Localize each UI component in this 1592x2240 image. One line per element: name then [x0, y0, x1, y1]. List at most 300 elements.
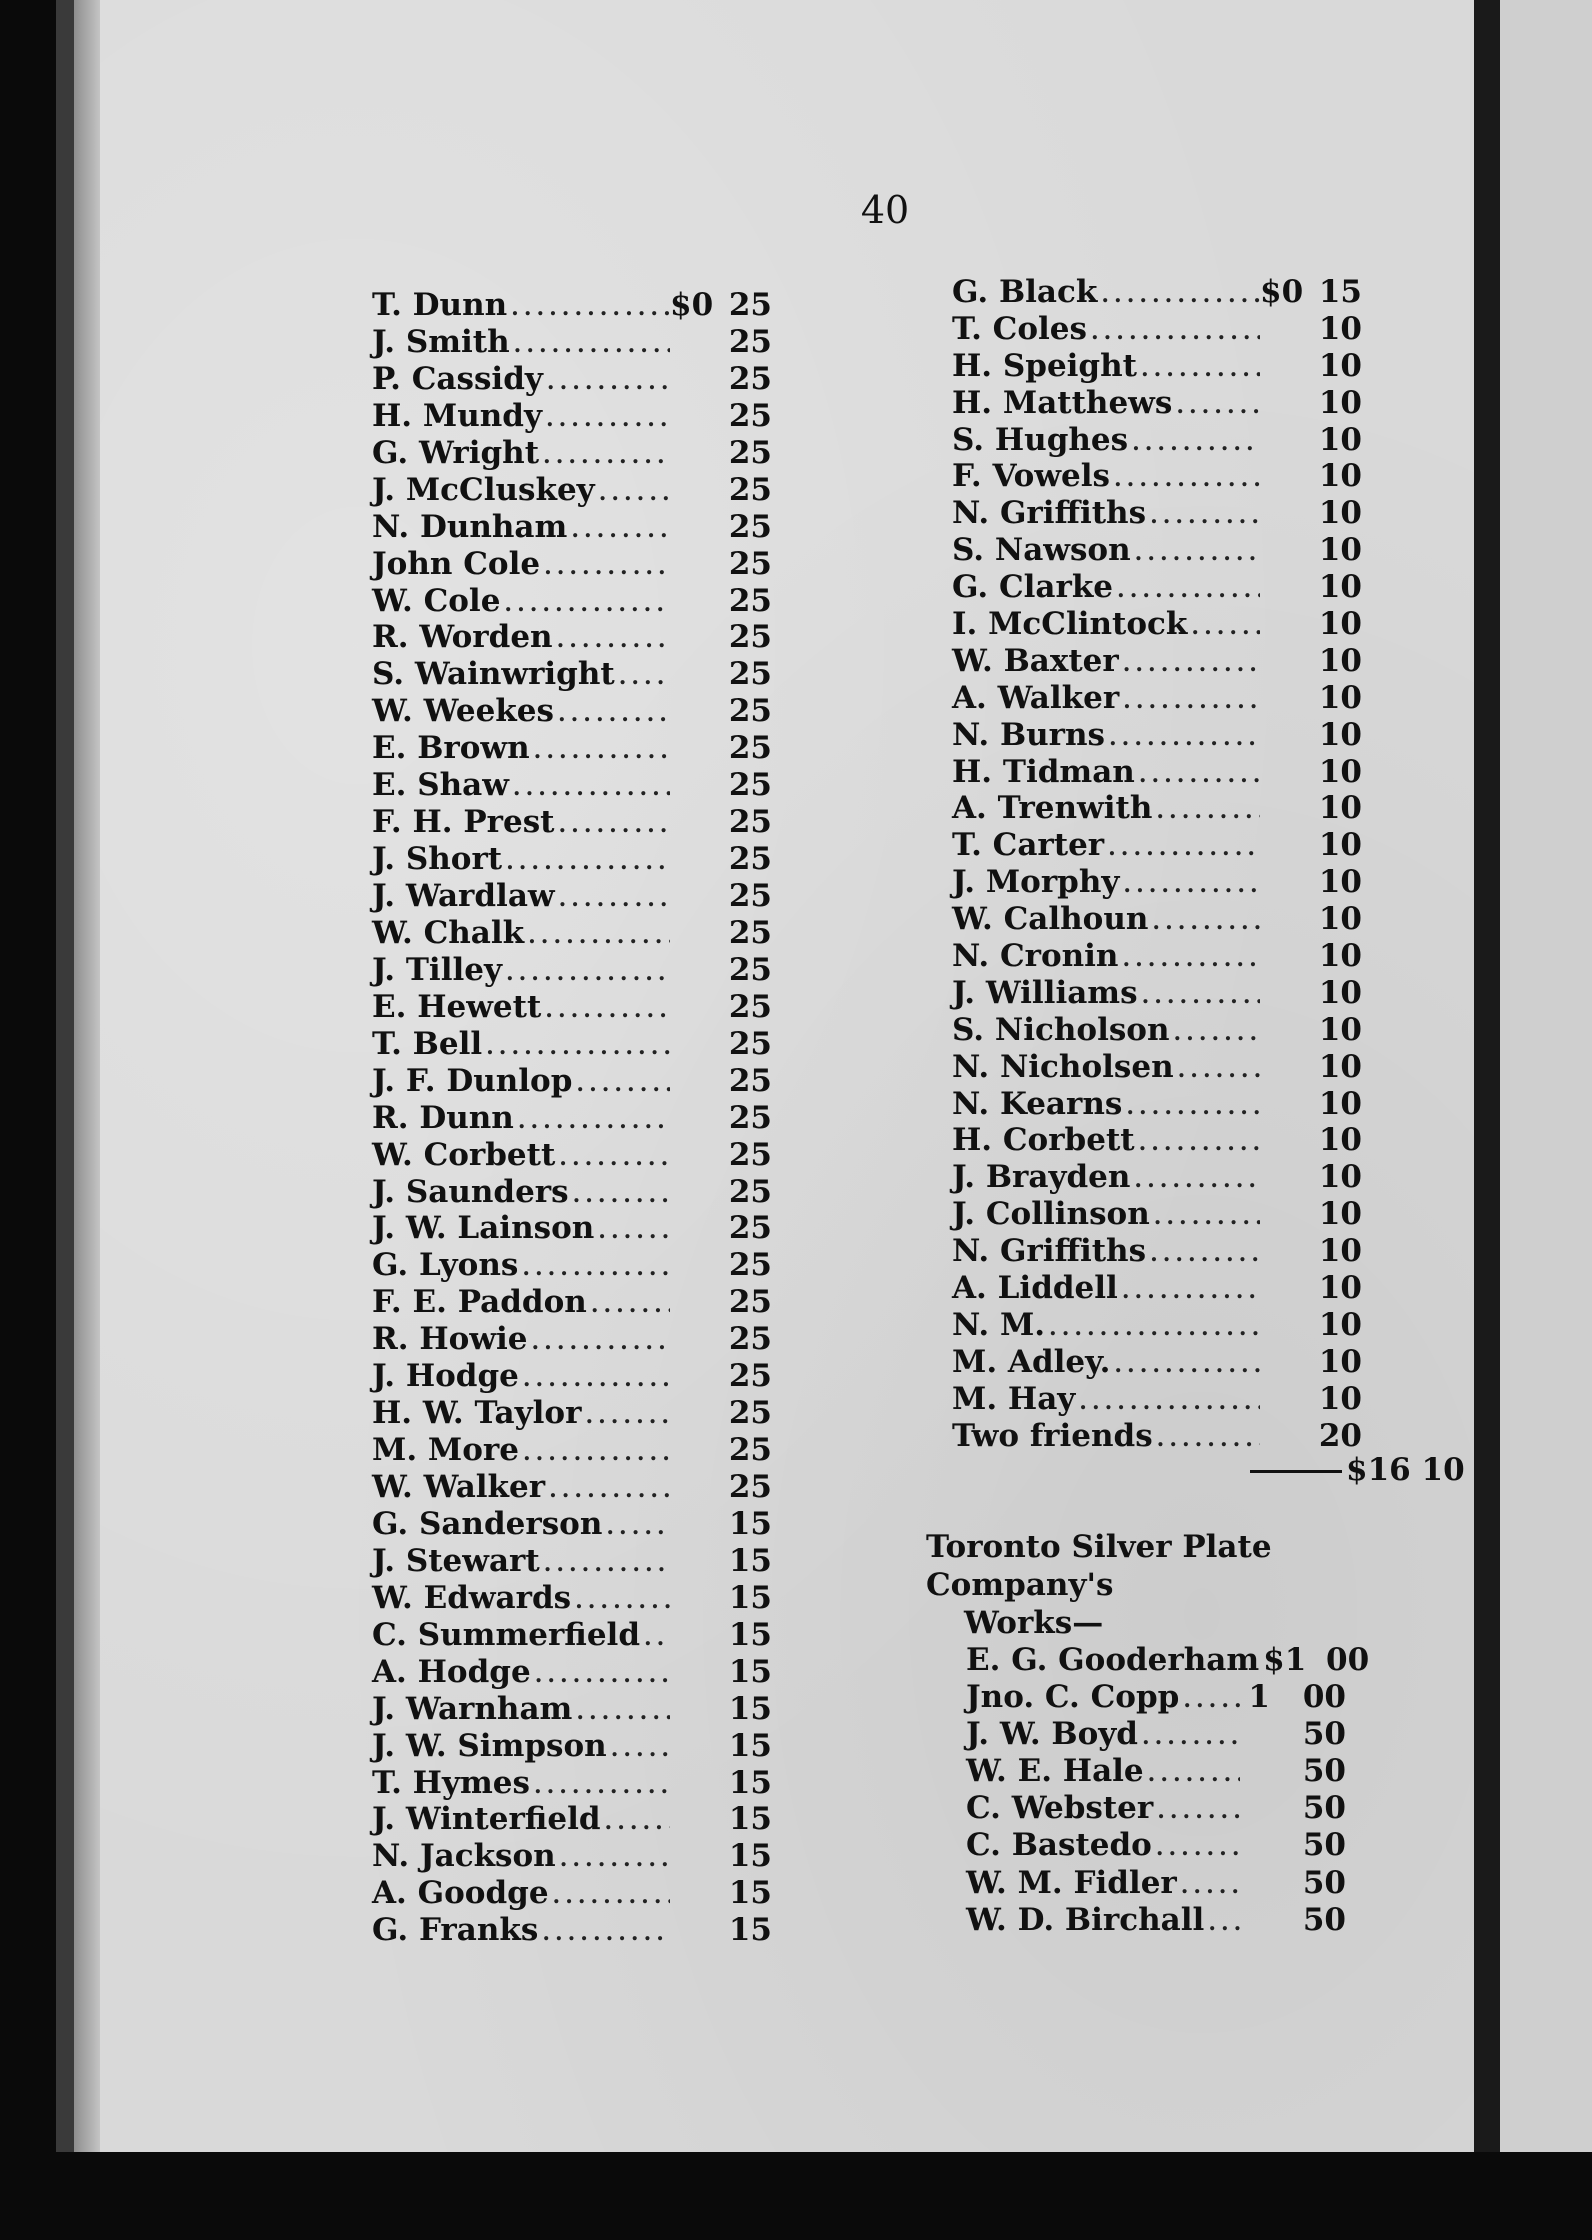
subscriber-row: [372, 1432, 772, 1469]
subscriber-name: N. Griffiths: [952, 1233, 1147, 1270]
subscriber-name: W. Weekes: [372, 693, 554, 730]
leader-dots: [538, 1915, 670, 1952]
subscriber-name: E. Brown: [372, 730, 530, 767]
leader-dots: [1135, 1125, 1260, 1162]
subscriber-row: [372, 1912, 772, 1949]
subscriber-name: J. W. Boyd: [966, 1716, 1138, 1753]
subscriber-name: H. W. Taylor: [372, 1395, 582, 1432]
subscriber-row: [952, 1159, 1362, 1196]
leader-dots: [502, 955, 670, 992]
leader-dots: [555, 881, 670, 918]
leader-dots: [1144, 1756, 1240, 1793]
leader-dots: [615, 659, 670, 696]
cents-amount: 10: [1318, 1085, 1362, 1122]
subscriber-name: G. Black: [952, 274, 1098, 310]
subscriber-name: J. Tilley: [372, 951, 502, 988]
leader-dots: [1119, 683, 1260, 720]
subscriber-row: [372, 619, 772, 656]
cents-amount: 00: [1326, 1642, 1370, 1678]
cents-amount: 10: [1318, 606, 1362, 643]
subscriber-name: J. Hodge: [372, 1358, 519, 1395]
subscriber-name: T. Dunn: [372, 287, 508, 323]
subscriber-row: [952, 975, 1362, 1012]
subscriber-name: J. W. Simpson: [372, 1727, 607, 1764]
subscriber-row: [966, 1716, 1346, 1753]
subscriber-name: H. Matthews: [952, 384, 1173, 421]
cents-amount: 25: [728, 619, 772, 656]
cents-amount: 25: [728, 397, 772, 434]
subscriber-name: G. Lyons: [372, 1247, 519, 1284]
subscriber-row: [372, 1284, 772, 1321]
leader-dots: [539, 438, 670, 475]
cents-amount: 15: [728, 1801, 772, 1838]
subscriber-row: [372, 1063, 772, 1100]
subscriber-row: [372, 1765, 772, 1802]
subscriber-row: [372, 1395, 772, 1432]
cents-amount: 15: [728, 1616, 772, 1653]
subtotal: [1250, 1452, 1465, 1488]
leader-dots: [572, 1066, 670, 1103]
subscriber-name: N. Cronin: [952, 938, 1119, 975]
subscriber-name: E. G. Gooderham: [966, 1642, 1260, 1678]
leader-dots: [1105, 720, 1260, 757]
subscriber-row: [966, 1642, 1370, 1679]
cents-amount: 15: [728, 1912, 772, 1949]
leader-dots: [640, 1620, 670, 1657]
leader-dots: [572, 1694, 670, 1731]
cents-amount: 15: [728, 1653, 772, 1690]
subscriber-name: J. Saunders: [372, 1173, 569, 1210]
section-heading-line1: Toronto Silver Plate Company's: [926, 1529, 1272, 1603]
cents-amount: 10: [1318, 1011, 1362, 1048]
subscriber-row: [372, 1801, 772, 1838]
cents-amount: 25: [728, 1469, 772, 1505]
dollar-amount: 1: [1248, 1679, 1270, 1716]
subscriber-name: N. Nicholsen: [952, 1048, 1174, 1085]
leader-dots: [554, 696, 670, 733]
subscriber-row: [372, 841, 772, 878]
cents-amount: 25: [728, 693, 772, 730]
leader-dots: [510, 327, 670, 364]
cents-amount: 25: [728, 878, 772, 914]
leader-dots: [1146, 1236, 1260, 1273]
subscriber-name: H. Mundy: [372, 397, 542, 434]
leader-dots: [1138, 978, 1260, 1015]
subscriber-row: [952, 1418, 1362, 1455]
subscriber-row: [372, 1580, 772, 1617]
subscriber-row: [372, 583, 772, 620]
subscriber-name: A. Trenwith: [952, 790, 1153, 827]
subscriber-row: [966, 1902, 1346, 1939]
subscriber-row: [372, 435, 772, 472]
cents-amount: 10: [1318, 1380, 1362, 1417]
leader-dots: [540, 1546, 670, 1583]
cents-amount: 50: [1302, 1753, 1346, 1790]
cents-amount: 25: [728, 360, 772, 397]
leader-dots: [1152, 1830, 1240, 1867]
subscriber-row: [372, 656, 772, 693]
subscriber-name: J. Winterfield: [372, 1801, 601, 1838]
subscriber-row: [952, 1233, 1362, 1270]
cents-amount: 25: [728, 656, 772, 693]
cents-amount: 10: [1318, 1122, 1362, 1159]
subscriber-name: W. E. Hale: [966, 1753, 1144, 1790]
dollar-amount: $1: [1263, 1642, 1307, 1678]
subscriber-name: W. D. Birchall: [966, 1901, 1205, 1938]
subscriber-row: [372, 472, 772, 509]
subscriber-row: [372, 1728, 772, 1765]
cents-amount: 10: [1318, 864, 1362, 901]
subscriber-row: [372, 1247, 772, 1284]
subscriber-row: [952, 1122, 1362, 1159]
subscriber-row: [372, 693, 772, 730]
cents-amount: 10: [1318, 421, 1362, 458]
cents-amount: 25: [728, 1432, 772, 1469]
cents-amount: 25: [728, 1173, 772, 1210]
cents-amount: 10: [1318, 495, 1362, 532]
leader-dots: [1130, 1162, 1260, 1199]
leader-dots: [607, 1731, 670, 1768]
cents-amount: 20: [1318, 1417, 1362, 1454]
leader-dots: [567, 512, 670, 549]
subscriber-row: [952, 1196, 1362, 1233]
cents-amount: 15: [728, 1838, 772, 1875]
leader-dots: [502, 844, 670, 881]
leader-dots: [555, 807, 671, 844]
subscriber-row: [372, 287, 772, 324]
subscriber-row: [372, 767, 772, 804]
leader-dots: [500, 586, 670, 623]
page-number: 40: [860, 188, 910, 232]
leader-dots: [1204, 1905, 1240, 1942]
subscriber-row: [952, 1381, 1362, 1418]
subscriber-row: [952, 901, 1362, 938]
cents-amount: 25: [728, 434, 772, 471]
subscriber-row: [952, 1307, 1362, 1344]
cents-amount: 50: [1302, 1864, 1346, 1901]
subscriber-name: W. Walker: [372, 1469, 546, 1505]
cents-amount: 10: [1318, 384, 1362, 421]
cents-amount: 15: [728, 1542, 772, 1579]
subscriber-row: [372, 324, 772, 361]
subscriber-row: [372, 1100, 772, 1137]
leader-dots: [1119, 646, 1260, 683]
cents-amount: 50: [1302, 1790, 1346, 1827]
cents-amount: 15: [728, 1690, 772, 1727]
subscriber-row: [372, 546, 772, 583]
subscriber-name: M. More: [372, 1432, 519, 1469]
subscriber-row: [372, 952, 772, 989]
leader-dots: [556, 1841, 670, 1878]
subscriber-row: [372, 1654, 772, 1691]
dollar-amount: $0: [670, 287, 714, 323]
subscriber-name: R. Howie: [372, 1321, 528, 1358]
leader-dots: [514, 1103, 670, 1140]
cents-amount: 10: [1318, 1048, 1362, 1085]
cents-amount: 10: [1318, 1306, 1362, 1343]
cents-amount: 10: [1318, 827, 1362, 864]
subscriber-row: [372, 1321, 772, 1358]
leader-dots: [519, 1435, 670, 1472]
leader-dots: [1122, 1089, 1260, 1126]
subscriber-row: [952, 1270, 1362, 1307]
cents-amount: 25: [728, 841, 772, 878]
subscriber-row: [952, 569, 1362, 606]
cents-amount: 50: [1302, 1827, 1346, 1864]
page-right-edge: [1474, 0, 1500, 2152]
leader-dots: [1118, 941, 1260, 978]
leader-dots: [594, 1213, 670, 1250]
leader-dots: [543, 364, 670, 401]
subscriber-name: N. Jackson: [372, 1838, 556, 1875]
leader-dots: [553, 622, 670, 659]
page-gutter: [74, 0, 100, 2152]
leader-dots: [519, 1361, 670, 1398]
cents-amount: 25: [728, 804, 772, 841]
facing-page-margin: [1500, 0, 1592, 2152]
cents-amount: 10: [1318, 716, 1362, 753]
cents-amount: 25: [728, 1358, 772, 1395]
subscriber-row: [372, 1838, 772, 1875]
subscriber-name: J. McCluskey: [372, 471, 595, 508]
subscriber-name: G. Sanderson: [372, 1505, 603, 1542]
subscriber-name: E. Hewett: [372, 988, 542, 1025]
subscriber-name: C. Summerfield: [372, 1616, 641, 1653]
subscriber-name: C. Bastedo: [966, 1827, 1152, 1864]
cents-amount: 10: [1318, 901, 1362, 938]
left-subscriber-column: [372, 287, 772, 1949]
cents-amount: 25: [728, 1099, 772, 1136]
subscriber-name: G. Franks: [372, 1912, 539, 1949]
cents-amount: 15: [728, 1764, 772, 1801]
cents-amount: 25: [728, 471, 772, 508]
subscriber-row: [372, 878, 772, 915]
leader-dots: [1179, 1682, 1240, 1719]
subscriber-row: [372, 989, 772, 1026]
leader-dots: [1148, 904, 1260, 941]
subscriber-row: [372, 1210, 772, 1247]
leader-dots: [1045, 1310, 1260, 1347]
leader-dots: [507, 290, 670, 327]
leader-dots: [542, 401, 670, 438]
subscriber-name: N. M.: [952, 1306, 1046, 1343]
leader-dots: [569, 1177, 670, 1214]
subscriber-name: S. Hughes: [952, 421, 1129, 458]
subscriber-name: N. Kearns: [952, 1085, 1123, 1122]
subscriber-name: Jno. C. Copp: [966, 1679, 1180, 1716]
leader-dots: [1153, 1421, 1260, 1458]
leader-dots: [545, 1472, 670, 1509]
leader-dots: [1119, 867, 1260, 904]
leader-dots: [541, 992, 670, 1029]
cents-amount: 25: [728, 1247, 772, 1284]
cents-amount: 25: [728, 1284, 772, 1321]
subscriber-name: A. Hodge: [372, 1653, 531, 1690]
leader-dots: [601, 1804, 670, 1841]
subscriber-name: John Cole: [372, 545, 541, 582]
cents-amount: 10: [1318, 1196, 1362, 1233]
subscriber-name: G. Clarke: [952, 569, 1114, 606]
cents-amount: 10: [1318, 790, 1362, 827]
subscriber-name: P. Cassidy: [372, 360, 543, 397]
leader-dots: [1097, 277, 1260, 314]
subscriber-row: [952, 754, 1362, 791]
subscriber-row: [952, 348, 1362, 385]
cents-amount: 25: [728, 951, 772, 988]
subscriber-name: H. Speight: [952, 347, 1137, 384]
subscriber-row: [372, 509, 772, 546]
subscriber-row: [952, 458, 1362, 495]
subscriber-name: T. Bell: [372, 1025, 483, 1062]
cents-amount: 10: [1318, 310, 1362, 347]
cents-amount: 15: [728, 1727, 772, 1764]
leader-dots: [555, 1140, 670, 1177]
subscriber-name: T. Carter: [952, 827, 1105, 864]
subscriber-row: [952, 790, 1362, 827]
subscriber-row: [966, 1865, 1346, 1902]
cents-amount: 10: [1318, 1233, 1362, 1270]
right-subscriber-column: [952, 274, 1362, 1455]
subscriber-row: [952, 717, 1362, 754]
subscriber-row: [952, 643, 1362, 680]
cents-amount: 25: [728, 1062, 772, 1099]
cents-amount: 10: [1318, 532, 1362, 569]
leader-dots: [540, 549, 670, 586]
cents-amount: 10: [1318, 458, 1362, 495]
leader-dots: [528, 1324, 671, 1361]
leader-dots: [1087, 314, 1260, 351]
leader-dots: [581, 1398, 670, 1435]
subscriber-name: W. Chalk: [372, 914, 525, 951]
subscriber-name: T. Hymes: [372, 1764, 530, 1801]
subscriber-name: W. Corbett: [372, 1136, 556, 1173]
subscriber-name: W. M. Fidler: [966, 1864, 1177, 1901]
subscriber-row: [952, 422, 1362, 459]
cents-amount: 10: [1318, 569, 1362, 606]
cents-amount: 25: [728, 323, 772, 360]
cents-amount: 50: [1302, 1901, 1346, 1938]
subscriber-row: [372, 1543, 772, 1580]
subscriber-row: [372, 1358, 772, 1395]
works-subscriber-list: [966, 1642, 1370, 1939]
subscriber-row: [372, 1506, 772, 1543]
cents-amount: 25: [728, 1136, 772, 1173]
subscriber-row: [372, 1617, 772, 1654]
cents-amount: 25: [728, 988, 772, 1025]
subscriber-name: J. Collinson: [952, 1196, 1150, 1233]
leader-dots: [1177, 1868, 1240, 1905]
subscriber-name: N. Burns: [952, 716, 1106, 753]
cents-amount: 25: [728, 1210, 772, 1247]
subscriber-name: W. Edwards: [372, 1579, 572, 1616]
cents-amount: 25: [728, 545, 772, 582]
leader-dots: [595, 475, 670, 512]
subscriber-name: T. Coles: [952, 310, 1087, 347]
subscriber-row: [372, 804, 772, 841]
subscriber-row: [952, 1344, 1362, 1381]
subscriber-name: C. Webster: [966, 1790, 1154, 1827]
leader-dots: [1187, 609, 1260, 646]
subscriber-name: W. Calhoun: [952, 901, 1149, 938]
leader-dots: [1135, 757, 1260, 794]
subscriber-name: H. Corbett: [952, 1122, 1135, 1159]
cents-amount: 25: [728, 582, 772, 619]
leader-dots: [482, 1029, 670, 1066]
leader-dots: [1110, 461, 1260, 498]
section-heading-line2: Works—: [964, 1605, 1104, 1641]
subscriber-row: [372, 1174, 772, 1211]
subscriber-name: J. Morphy: [952, 864, 1120, 901]
subscriber-row: [952, 938, 1362, 975]
subscriber-name: A. Walker: [952, 679, 1120, 716]
leader-dots: [1131, 535, 1260, 572]
subscriber-row: [952, 680, 1362, 717]
cents-amount: 15: [1318, 274, 1362, 310]
leader-dots: [1170, 1015, 1260, 1052]
leader-dots: [1138, 1719, 1240, 1756]
subscriber-name: N. Dunham: [372, 508, 568, 545]
cents-amount: 10: [1318, 347, 1362, 384]
cents-amount: 25: [728, 1395, 772, 1432]
subscriber-name: J. Warnham: [372, 1690, 573, 1727]
cents-amount: 15: [728, 1505, 772, 1542]
subscriber-row: [966, 1790, 1346, 1827]
cents-amount: 25: [728, 287, 772, 323]
leader-dots: [1150, 1199, 1260, 1236]
leader-dots: [1110, 1347, 1260, 1384]
leader-dots: [524, 918, 670, 955]
subscriber-row: [966, 1679, 1346, 1716]
subscriber-name: J. F. Dunlop: [372, 1062, 573, 1099]
cents-amount: 10: [1318, 642, 1362, 679]
cents-amount: 25: [728, 508, 772, 545]
subscriber-row: [372, 1875, 772, 1912]
leader-dots: [1172, 388, 1260, 425]
cents-amount: 10: [1318, 679, 1362, 716]
subscriber-name: I. McClintock: [952, 606, 1188, 643]
subscriber-row: [372, 1469, 772, 1506]
leader-dots: [1146, 498, 1260, 535]
cents-amount: 25: [728, 914, 772, 951]
cents-amount: 15: [728, 1579, 772, 1616]
cents-amount: 00: [1302, 1679, 1346, 1716]
subscriber-name: J. Williams: [952, 974, 1138, 1011]
section-heading: [926, 1528, 1446, 1642]
cents-amount: 10: [1318, 974, 1362, 1011]
leader-dots: [518, 1250, 670, 1287]
subscriber-row: [952, 495, 1362, 532]
leader-dots: [530, 733, 670, 770]
subscriber-name: S. Nicholson: [952, 1011, 1170, 1048]
subscriber-name: J. Wardlaw: [372, 878, 555, 914]
leader-dots: [1153, 1793, 1240, 1830]
cents-amount: 25: [728, 767, 772, 804]
subscriber-name: W. Cole: [372, 582, 501, 619]
subscriber-row: [952, 311, 1362, 348]
cents-amount: 10: [1318, 1270, 1362, 1307]
leader-dots: [1118, 1273, 1260, 1310]
subscriber-name: F. Vowels: [952, 458, 1110, 495]
leader-dots: [1174, 1052, 1260, 1089]
subscriber-row: [952, 1086, 1362, 1123]
subscriber-name: F. E. Paddon: [372, 1284, 587, 1321]
leader-dots: [549, 1878, 670, 1915]
subscriber-row: [372, 1691, 772, 1728]
subscriber-name: R. Dunn: [372, 1099, 514, 1136]
subscriber-row: [372, 915, 772, 952]
subscriber-name: S. Nawson: [952, 532, 1131, 569]
cents-amount: 25: [728, 1025, 772, 1062]
